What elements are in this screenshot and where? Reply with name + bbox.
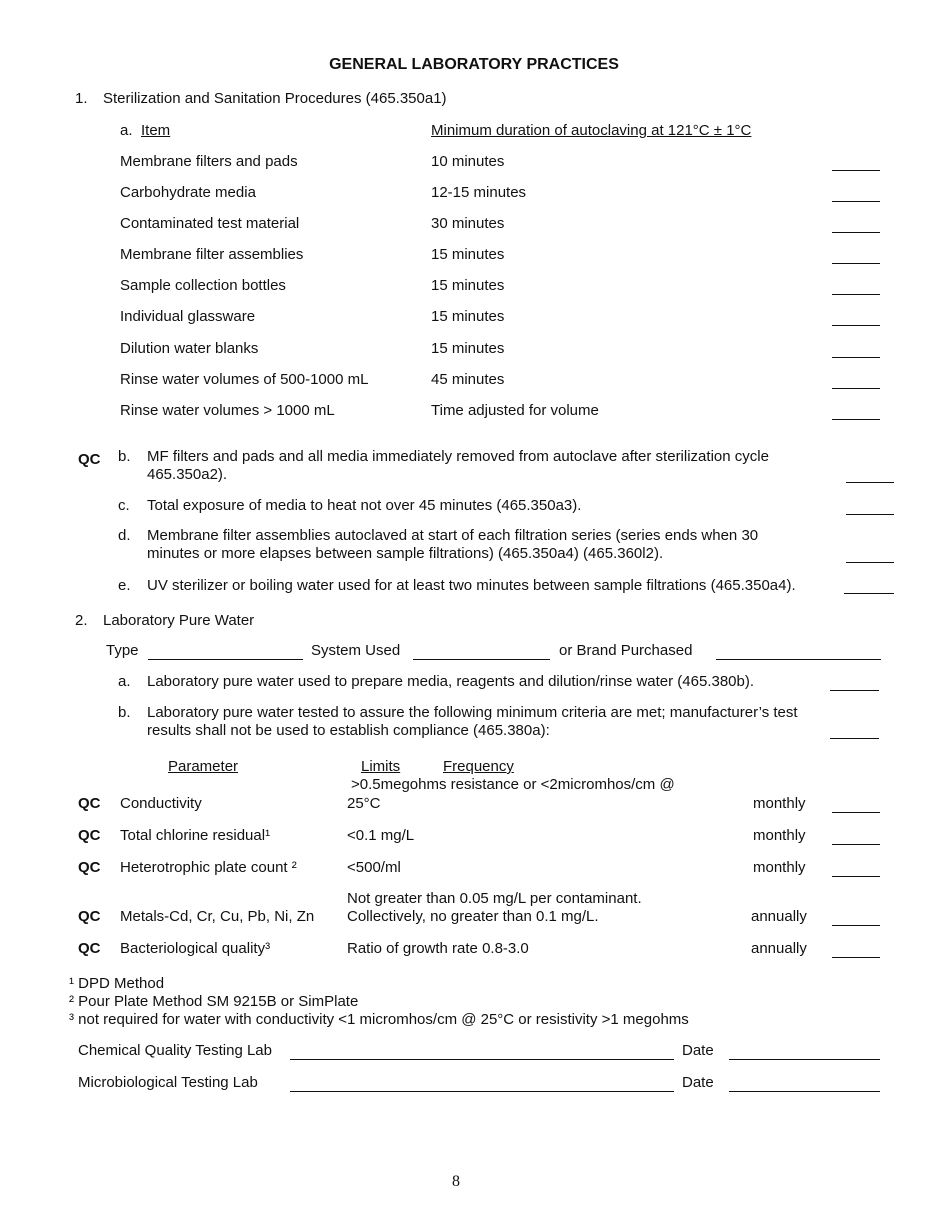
check-blank[interactable] <box>832 232 880 233</box>
check-blank[interactable] <box>830 738 879 739</box>
footnote-3: ³ not required for water with conductivity <1 micromhos/cm @ 25°C or resistivity >1 megohms <box>69 1011 689 1028</box>
brand-purchased-field[interactable] <box>716 659 881 660</box>
bacteriological-limit: Ratio of growth rate 0.8-3.0 <box>347 940 529 957</box>
check-blank[interactable] <box>830 690 879 691</box>
table-row-item: Dilution water blanks <box>120 340 259 357</box>
item-c-text: Total exposure of media to heat not over 45 minutes (465.350a3). <box>147 497 582 514</box>
hpc-limit: <500/ml <box>347 859 401 876</box>
table-row-duration: 15 minutes <box>431 277 505 294</box>
check-blank[interactable] <box>832 388 880 389</box>
micro-lab-signature-field[interactable] <box>290 1091 674 1092</box>
section-1-number: 1. <box>75 90 88 107</box>
micro-lab-label: Microbiological Testing Lab <box>78 1074 258 1091</box>
check-blank[interactable] <box>832 170 880 171</box>
bacteriological-name: Bacteriological quality³ <box>120 940 271 957</box>
check-blank[interactable] <box>846 482 894 483</box>
limits-header: Limits <box>361 758 401 775</box>
check-blank[interactable] <box>846 514 894 515</box>
table-row-duration: 15 minutes <box>431 246 505 263</box>
table-row-duration: 45 minutes <box>431 371 505 388</box>
duration-column-header: Minimum duration of autoclaving at 121°C ± 1°C <box>431 122 752 139</box>
check-blank[interactable] <box>846 562 894 563</box>
check-blank[interactable] <box>844 593 894 594</box>
table-row-item: Contaminated test material <box>120 215 300 232</box>
hpc-name: Heterotrophic plate count ² <box>120 859 297 876</box>
metals-name: Metals-Cd, Cr, Cu, Pb, Ni, Zn <box>120 908 315 925</box>
check-blank[interactable] <box>832 294 880 295</box>
item-b-text: MF filters and pads and all media immediately removed from autoclave after sterilization cycle 465.350a2). <box>147 448 769 483</box>
table-row-duration: 12-15 minutes <box>431 184 527 201</box>
check-blank[interactable] <box>832 957 880 958</box>
micro-date-field[interactable] <box>729 1091 880 1092</box>
chem-date-label: Date <box>682 1042 714 1059</box>
metals-limit-line2: Collectively, no greater than 0.1 mg/L. <box>347 908 599 925</box>
item-d-letter: d. <box>118 527 131 544</box>
qc-label: QC <box>78 940 101 957</box>
system-used-field[interactable] <box>413 659 550 660</box>
table-row-item: Rinse water volumes of 500-1000 mL <box>120 371 369 388</box>
metals-frequency: annually <box>751 908 807 925</box>
table-row-duration: 15 minutes <box>431 340 505 357</box>
section-2-number: 2. <box>75 612 88 629</box>
water-item-b-text: Laboratory pure water tested to assure the following minimum criteria are met; manufacturer’s test results shall not be used to establish compliance (465.380a): <box>147 704 798 739</box>
table-row-item: Carbohydrate media <box>120 184 256 201</box>
check-blank[interactable] <box>832 925 880 926</box>
item-e-letter: e. <box>118 577 131 594</box>
chem-lab-signature-field[interactable] <box>290 1059 674 1060</box>
brand-purchased-label: or Brand Purchased <box>559 642 693 659</box>
page-number: 8 <box>452 1173 460 1190</box>
page-title: GENERAL LABORATORY PRACTICES <box>329 56 619 73</box>
item-e-text: UV sterilizer or boiling water used for at least two minutes between sample filtrations (465.350a4). <box>147 577 796 594</box>
check-blank[interactable] <box>832 812 880 813</box>
check-blank[interactable] <box>832 357 880 358</box>
qc-label: QC <box>78 795 101 812</box>
chlorine-frequency: monthly <box>753 827 806 844</box>
check-blank[interactable] <box>832 419 880 420</box>
conductivity-limit-line2: 25°C <box>347 795 381 812</box>
hpc-frequency: monthly <box>753 859 806 876</box>
item-a-letter: a. <box>120 122 133 139</box>
footnote-2: ² Pour Plate Method SM 9215B or SimPlate <box>69 993 359 1010</box>
metals-limit-line1: Not greater than 0.05 mg/L per contaminant. <box>347 890 642 907</box>
chlorine-limit: <0.1 mg/L <box>347 827 415 844</box>
item-column-header: Item <box>141 122 171 139</box>
footnote-1: ¹ DPD Method <box>69 975 165 992</box>
item-b-letter: b. <box>118 448 131 465</box>
conductivity-name: Conductivity <box>120 795 202 812</box>
chem-date-field[interactable] <box>729 1059 880 1060</box>
check-blank[interactable] <box>832 263 880 264</box>
check-blank[interactable] <box>832 325 880 326</box>
water-item-b-letter: b. <box>118 704 131 721</box>
water-item-a-text: Laboratory pure water used to prepare media, reagents and dilution/rinse water (465.380b). <box>147 673 755 690</box>
table-row-item: Sample collection bottles <box>120 277 286 294</box>
item-c-letter: c. <box>118 497 130 514</box>
table-row-item: Membrane filter assemblies <box>120 246 304 263</box>
section-1-heading: Sterilization and Sanitation Procedures (465.350a1) <box>103 90 447 107</box>
check-blank[interactable] <box>832 201 880 202</box>
qc-label: QC <box>78 859 101 876</box>
bacteriological-frequency: annually <box>751 940 807 957</box>
section-2-heading: Laboratory Pure Water <box>103 612 255 629</box>
item-d-text: Membrane filter assemblies autoclaved at start of each filtration series (series ends when 30 minutes or more elapses between sample filtrations) (465.350a4) (465.360l2). <box>147 527 759 562</box>
micro-date-label: Date <box>682 1074 714 1091</box>
qc-label: QC <box>78 908 101 925</box>
qc-label: QC <box>78 451 101 468</box>
system-used-label: System Used <box>311 642 401 659</box>
table-row-item: Individual glassware <box>120 308 256 325</box>
check-blank[interactable] <box>832 844 880 845</box>
type-field[interactable] <box>148 659 303 660</box>
table-row-duration: 10 minutes <box>431 153 505 170</box>
type-label: Type <box>106 642 139 659</box>
frequency-header: Frequency <box>443 758 514 775</box>
table-row-item: Membrane filters and pads <box>120 153 298 170</box>
chem-lab-label: Chemical Quality Testing Lab <box>78 1042 272 1059</box>
table-row-duration: 30 minutes <box>431 215 505 232</box>
conductivity-limit-line1: >0.5megohms resistance or <2micromhos/cm @ <box>351 776 675 793</box>
water-item-a-letter: a. <box>118 673 131 690</box>
chlorine-name: Total chlorine residual¹ <box>120 827 271 844</box>
qc-label: QC <box>78 827 101 844</box>
table-row-duration: 15 minutes <box>431 308 505 325</box>
parameter-header: Parameter <box>168 758 239 775</box>
conductivity-frequency: monthly <box>753 795 806 812</box>
check-blank[interactable] <box>832 876 880 877</box>
table-row-duration: Time adjusted for volume <box>431 402 599 419</box>
table-row-item: Rinse water volumes > 1000 mL <box>120 402 335 419</box>
